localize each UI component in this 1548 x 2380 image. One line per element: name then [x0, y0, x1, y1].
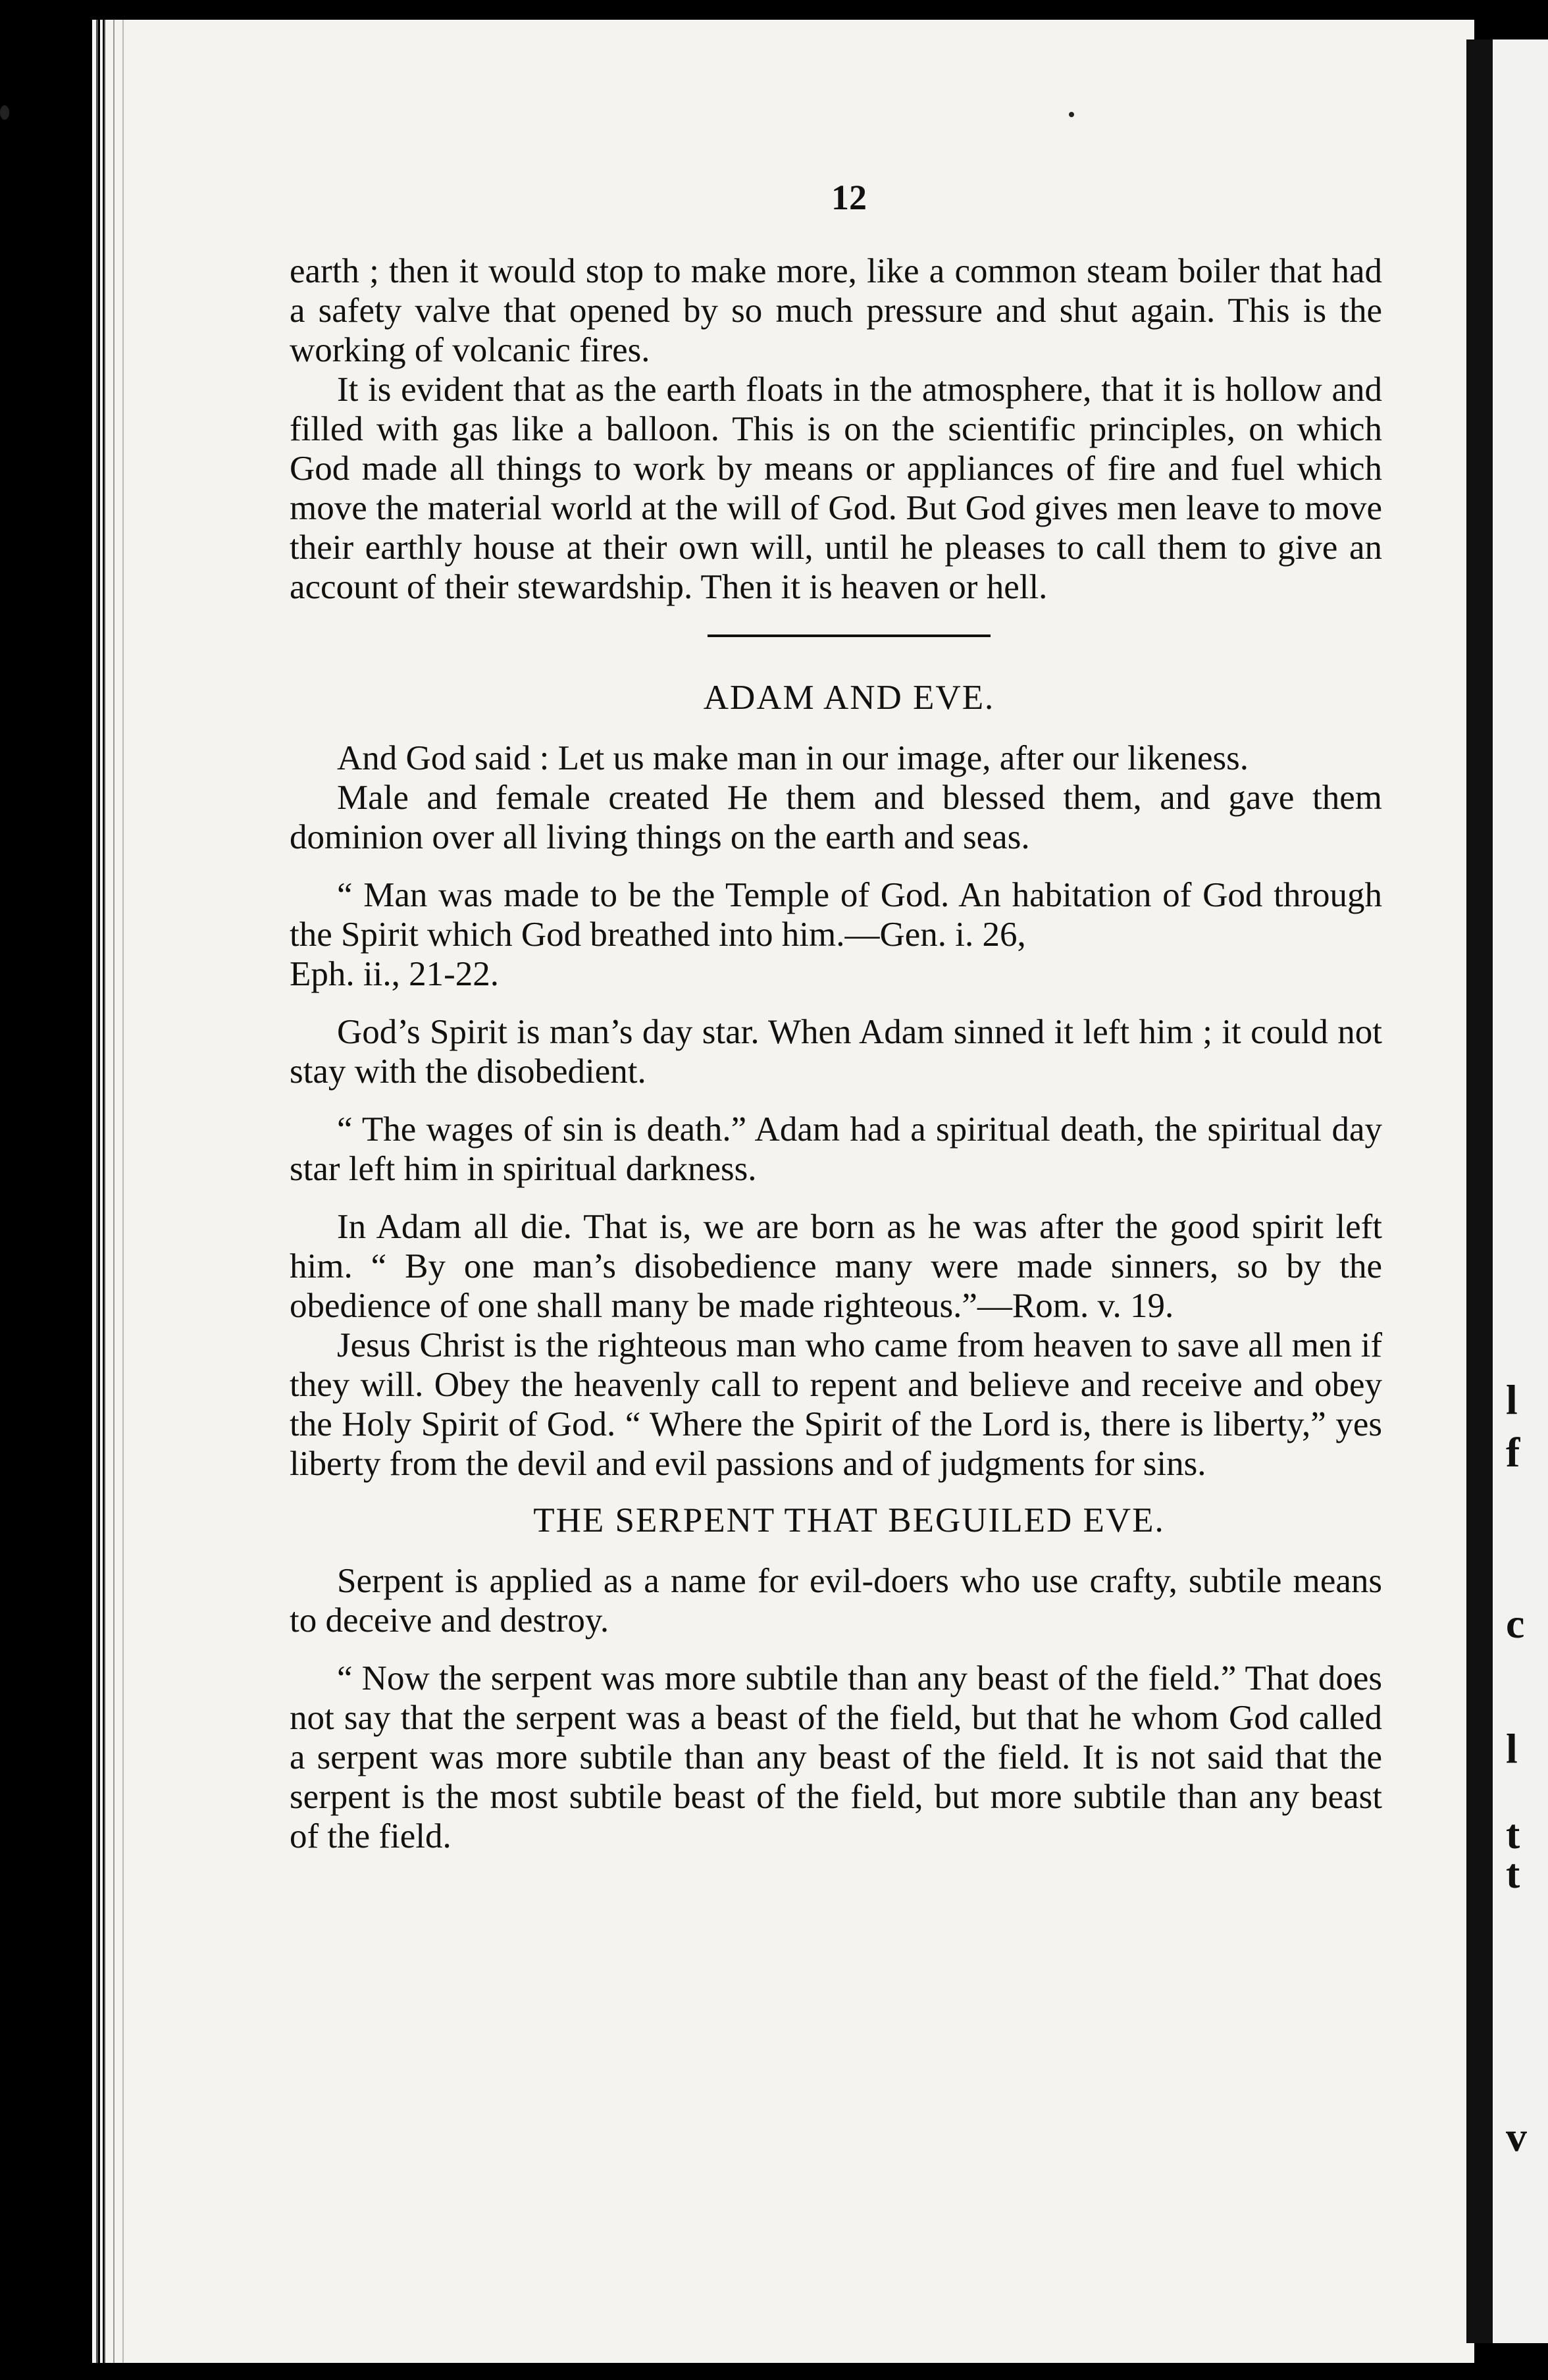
body-paragraph: “ The wages of sin is death.” Adam had a spiritual death, the spiritual day star left him in spiritual darkness. [290, 1110, 1382, 1188]
section-divider [708, 634, 991, 637]
body-paragraph: “ Now the serpent was more subtile than any beast of the field.” That does not say that the serpent was a beast of the field, but that he whom God called a serpent was more subtile than any beast of the field. It is not said that the serpent is the most subtile beast of the field, but more subtile than any beast of the field. [290, 1659, 1382, 1855]
body-paragraph: And God said : Let us make man in our image, after our likeness. [337, 739, 1249, 777]
scripture-quote: “ Man was made to be the Temple of God. An habitation of God through the Spirit which God breathed into him.—Gen. i. 26, [290, 876, 1382, 954]
body-paragraph: It is evident that as the earth floats in the atmosphere, that it is hollow and filled with gas like a balloon. This is on the scientific principles, on which God made all things to work by means or appliances of fire and fuel which move the material world at the will of God. But God gives men leave to move their earthly house at their own will, until he pleases to call them to give an account of their stewardship. Then it is heaven or hell. [290, 371, 1382, 606]
body-paragraph: Male and female created He them and blessed them, and gave them dominion over all living things on the earth and seas. [290, 779, 1382, 856]
section-heading: ADAM AND EVE. [703, 679, 995, 717]
facing-page-glyph: f [1506, 1429, 1520, 1476]
scripture-citation: Eph. ii., 21-22. [290, 955, 499, 993]
facing-page-glyph: v [1506, 2113, 1527, 2160]
page-content [290, 178, 1382, 1856]
page-edge-line [113, 20, 115, 2363]
scan-speck [1069, 112, 1074, 117]
facing-page-glyph: c [1506, 1600, 1525, 1647]
book-gutter [1466, 39, 1493, 2343]
body-paragraph: In Adam all die. That is, we are born as he was after the good spirit left him. “ By one man’s disobedience many were made sinners, so by the obedience of one shall many be made righteous.”—Rom. v. 19. [290, 1208, 1382, 1325]
body-paragraph: Jesus Christ is the righteous man who came from heaven to save all men if they will. Obey the heavenly call to repent and believe and receive and obey the Holy Spirit of God. “ Where the Spirit of the Lord is, there is liberty,” yes liberty from the devil and evil passions and of judgments for sins. [290, 1326, 1382, 1483]
section-heading: THE SERPENT THAT BEGUILED EVE. [533, 1501, 1165, 1539]
body-paragraph: Serpent is applied as a name for evil-doers who use crafty, subtile means to deceive and destroy. [290, 1562, 1382, 1640]
page-edge-line [122, 20, 124, 2363]
facing-page-glyph: t [1506, 1850, 1520, 1897]
facing-page-glyph: t [1506, 1811, 1520, 1857]
page-edge [100, 20, 103, 2363]
facing-page-glyph: l [1506, 1376, 1518, 1423]
page-number: 12 [831, 178, 867, 217]
facing-page [1493, 39, 1548, 2343]
facing-page-glyph: l [1506, 1725, 1518, 1772]
body-paragraph: God’s Spirit is man’s day star. When Adam sinned it left him ; it could not stay with the disobedient. [290, 1013, 1382, 1091]
page-edge-line [96, 20, 98, 2363]
body-paragraph: earth ; then it would stop to make more, like a common steam boiler that had a safety valve that opened by so much pressure and shut again. This is the working of volcanic fires. [290, 252, 1382, 369]
scan-speck [0, 105, 9, 120]
